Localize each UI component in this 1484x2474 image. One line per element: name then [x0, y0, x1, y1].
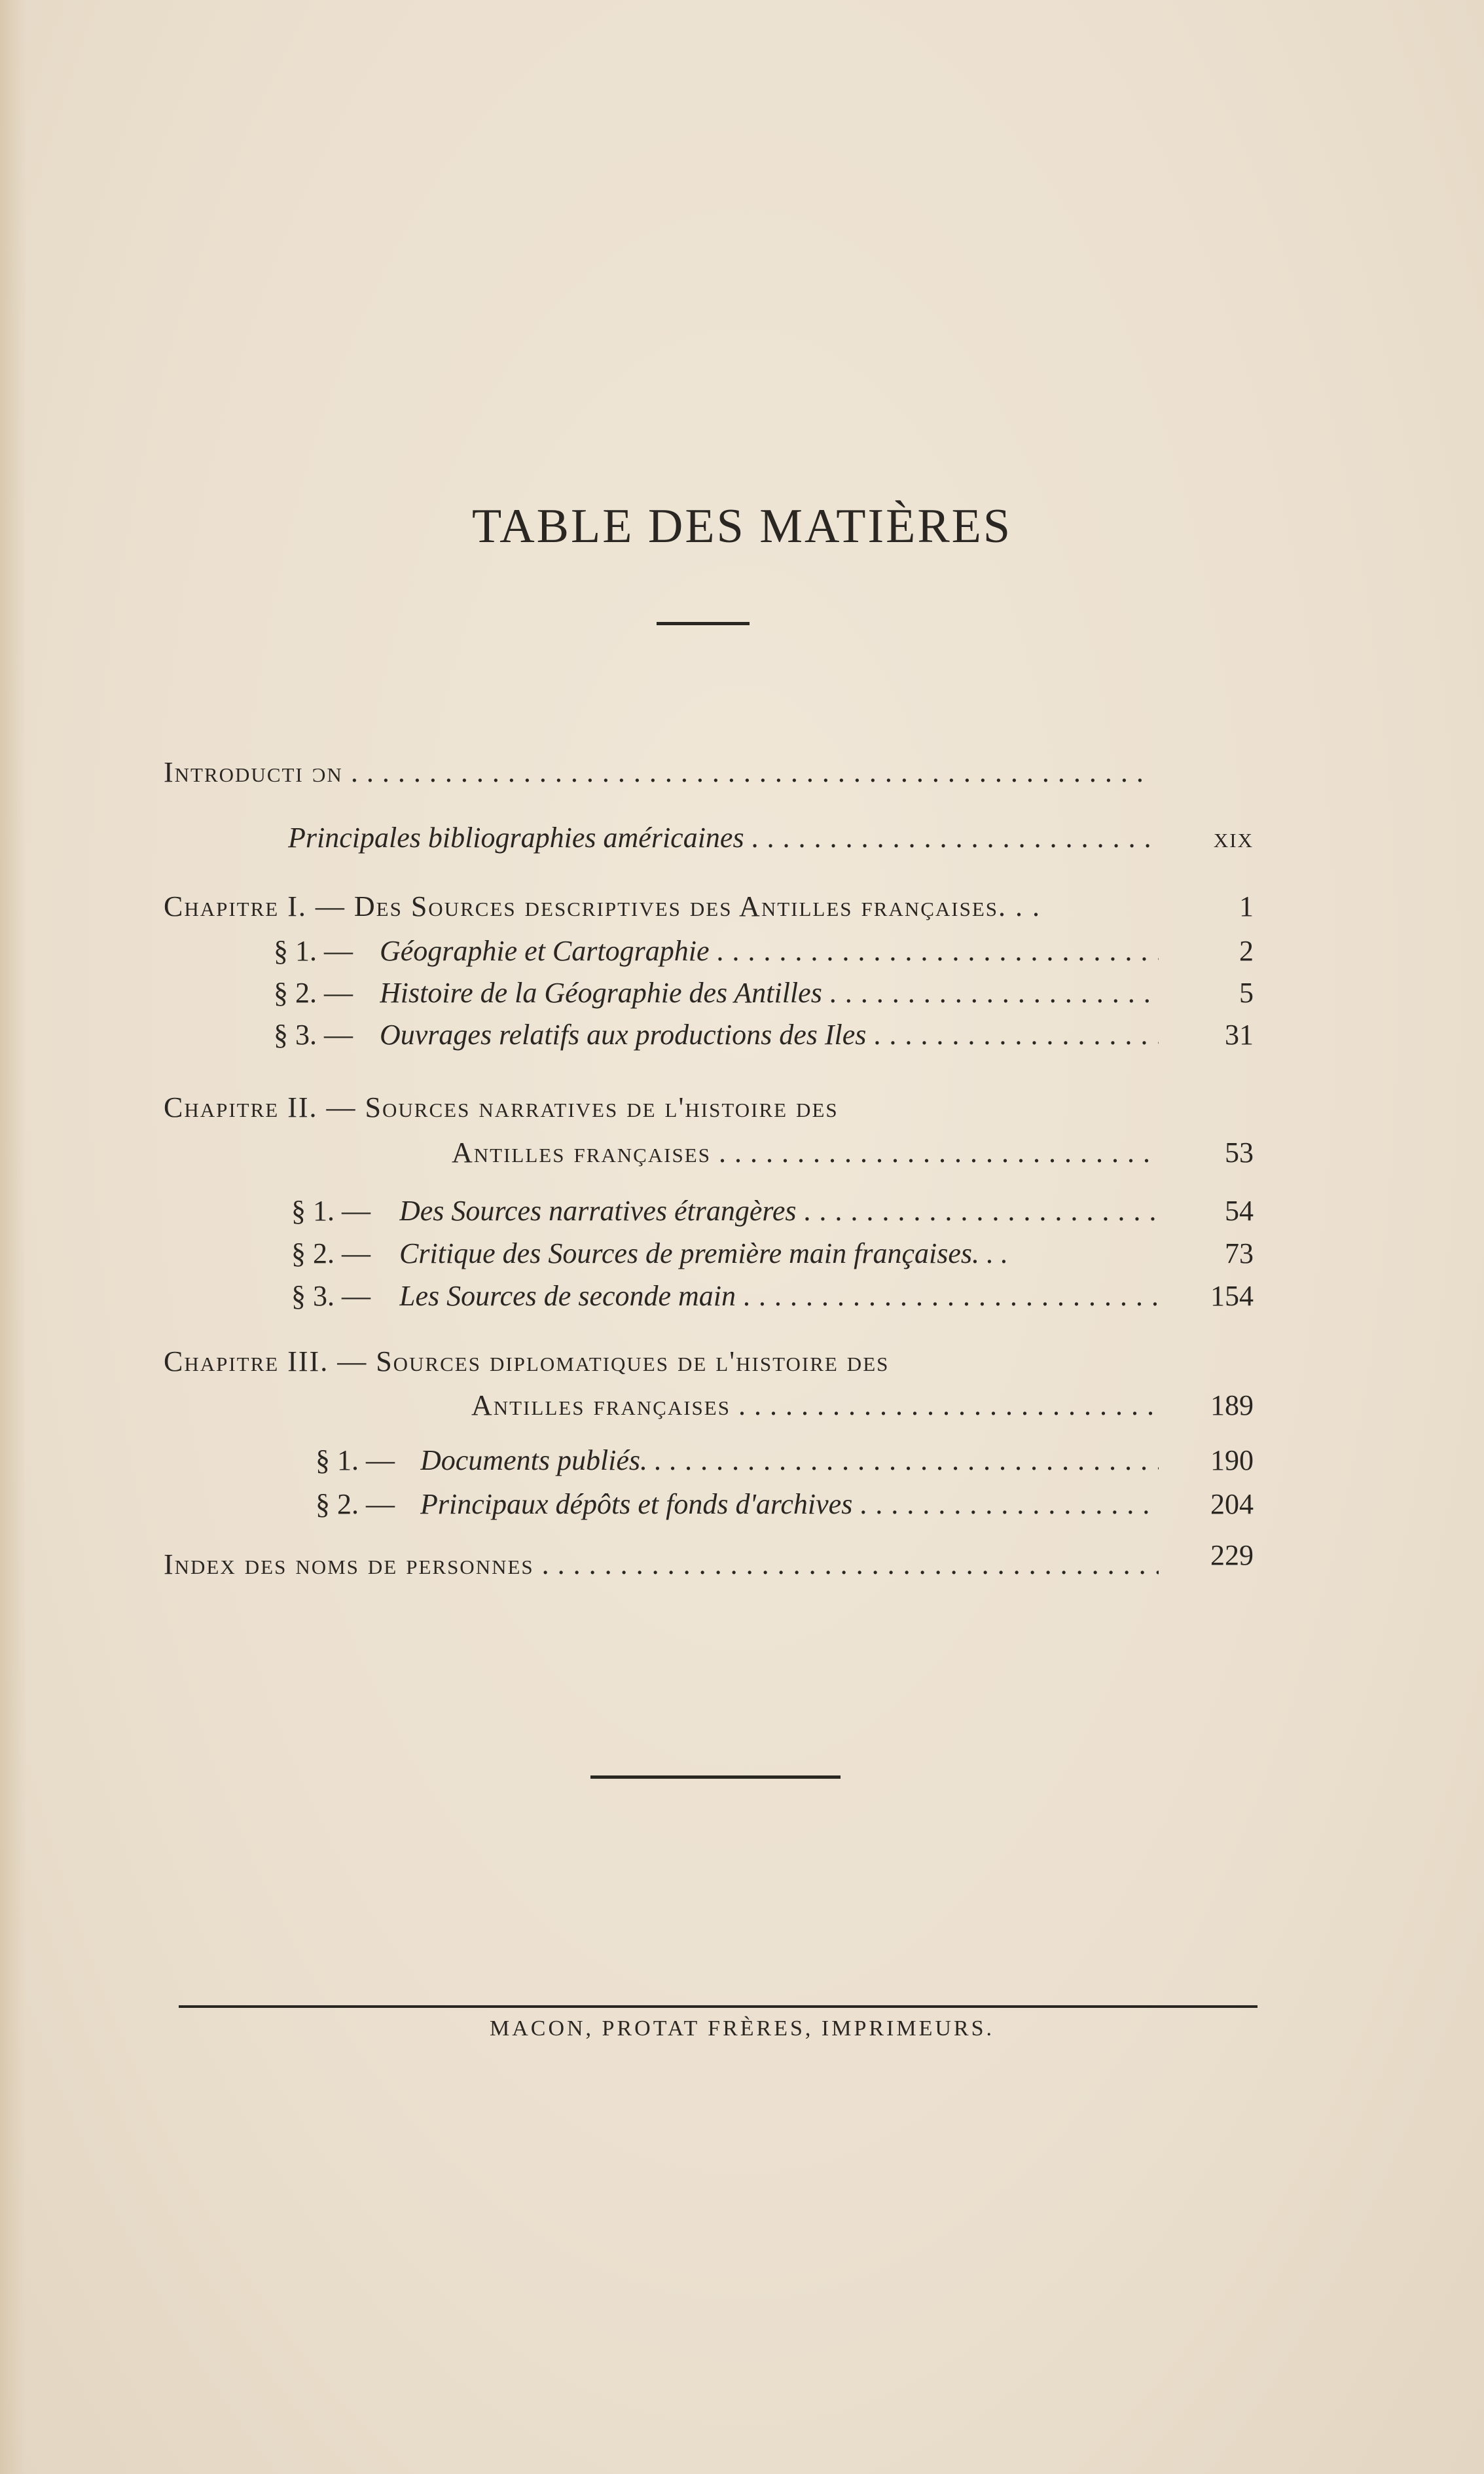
section-number: § 1. —	[274, 935, 353, 967]
toc-entry-introduction	[164, 750, 1254, 795]
toc-page-number: 229	[1210, 1539, 1254, 1571]
page-title: TABLE DES MATIÈRES	[471, 500, 1013, 553]
title-rule	[657, 622, 750, 625]
section-number: § 2. —	[274, 977, 353, 1009]
toc-page-number: 5	[1239, 977, 1254, 1009]
toc-label: Ouvrages relatifs aux productions des Iles . . .	[380, 1012, 1159, 1058]
toc-entry-ch3-section-1	[164, 1438, 1254, 1483]
closing-rule	[590, 1775, 841, 1779]
toc-page-number: xix	[1213, 822, 1254, 854]
section-number: § 1. —	[291, 1195, 371, 1227]
toc-entry-ch1-section-1	[164, 928, 1254, 974]
toc-label: Chapitre I. — Des Sources descriptives des Antilles françaises. . .	[164, 890, 1041, 922]
toc-label: Critique des Sources de première main françaises. . .	[399, 1237, 1008, 1269]
toc-page-number: 73	[1225, 1237, 1254, 1269]
toc-entry-chapter-1	[164, 884, 1254, 930]
toc-label: Index des noms de personnes . . .	[164, 1542, 1159, 1588]
section-number: § 1. —	[316, 1444, 395, 1476]
toc-entry-chapter-2-cont	[164, 1130, 1254, 1176]
toc-entry-index	[164, 1539, 1254, 1588]
toc-label: Des Sources narratives étrangères . . .	[399, 1188, 1159, 1234]
toc-entry-ch1-section-2	[164, 970, 1254, 1016]
toc-entry-ch3-section-2	[164, 1482, 1254, 1527]
toc-entry-chapter-2	[164, 1085, 1254, 1131]
toc-label: Antilles françaises . . .	[452, 1130, 1159, 1176]
toc-label: Introducti ɔn . . .	[164, 750, 1152, 795]
toc-page-number: 190	[1210, 1444, 1254, 1476]
toc-label: Chapitre II. — Sources narratives de l'histoire des	[164, 1091, 839, 1123]
toc-page-number: 31	[1225, 1019, 1254, 1051]
toc-label: Antilles françaises . . .	[471, 1383, 1159, 1428]
page-edge-shadow	[0, 0, 26, 2474]
toc-entry-bibliographies	[164, 815, 1254, 861]
footer-rule	[179, 2005, 1258, 2008]
toc-label: Les Sources de seconde main . . .	[399, 1273, 1159, 1319]
section-number: § 2. —	[291, 1237, 371, 1269]
toc-entry-ch2-section-2	[164, 1231, 1254, 1277]
section-number: § 3. —	[274, 1019, 353, 1051]
toc-page-number: 2	[1239, 935, 1254, 967]
toc-page-number: 53	[1225, 1137, 1254, 1169]
toc-entry-chapter-3-cont	[164, 1383, 1254, 1428]
toc-page-number: 54	[1225, 1195, 1254, 1227]
toc-page-number: 189	[1210, 1389, 1254, 1421]
toc-label: Principaux dépôts et fonds d'archives . . .	[420, 1482, 1159, 1527]
toc-label: Documents publiés. . . . .	[420, 1438, 1159, 1483]
toc-page-number: 154	[1210, 1280, 1254, 1312]
toc-label: Principales bibliographies américaines . . .	[288, 815, 1159, 861]
toc-entry-ch1-section-3	[164, 1012, 1254, 1058]
toc-entry-chapter-3	[164, 1339, 1254, 1385]
toc-label: Chapitre III. — Sources diplomatiques de l'histoire des	[164, 1345, 890, 1377]
toc-label: Géographie et Cartographie . . .	[380, 928, 1159, 974]
printer-imprint: MACON, PROTAT FRÈRES, IMPRIMEURS.	[489, 2016, 994, 2041]
toc-page-number: 204	[1210, 1488, 1254, 1520]
section-number: § 2. —	[316, 1488, 395, 1520]
toc-label: Histoire de la Géographie des Antilles . . .	[380, 970, 1159, 1016]
section-number: § 3. —	[291, 1280, 371, 1312]
toc-entry-ch2-section-1	[164, 1188, 1254, 1234]
toc-entry-ch2-section-3	[164, 1273, 1254, 1319]
toc-page-number: 1	[1239, 890, 1254, 922]
